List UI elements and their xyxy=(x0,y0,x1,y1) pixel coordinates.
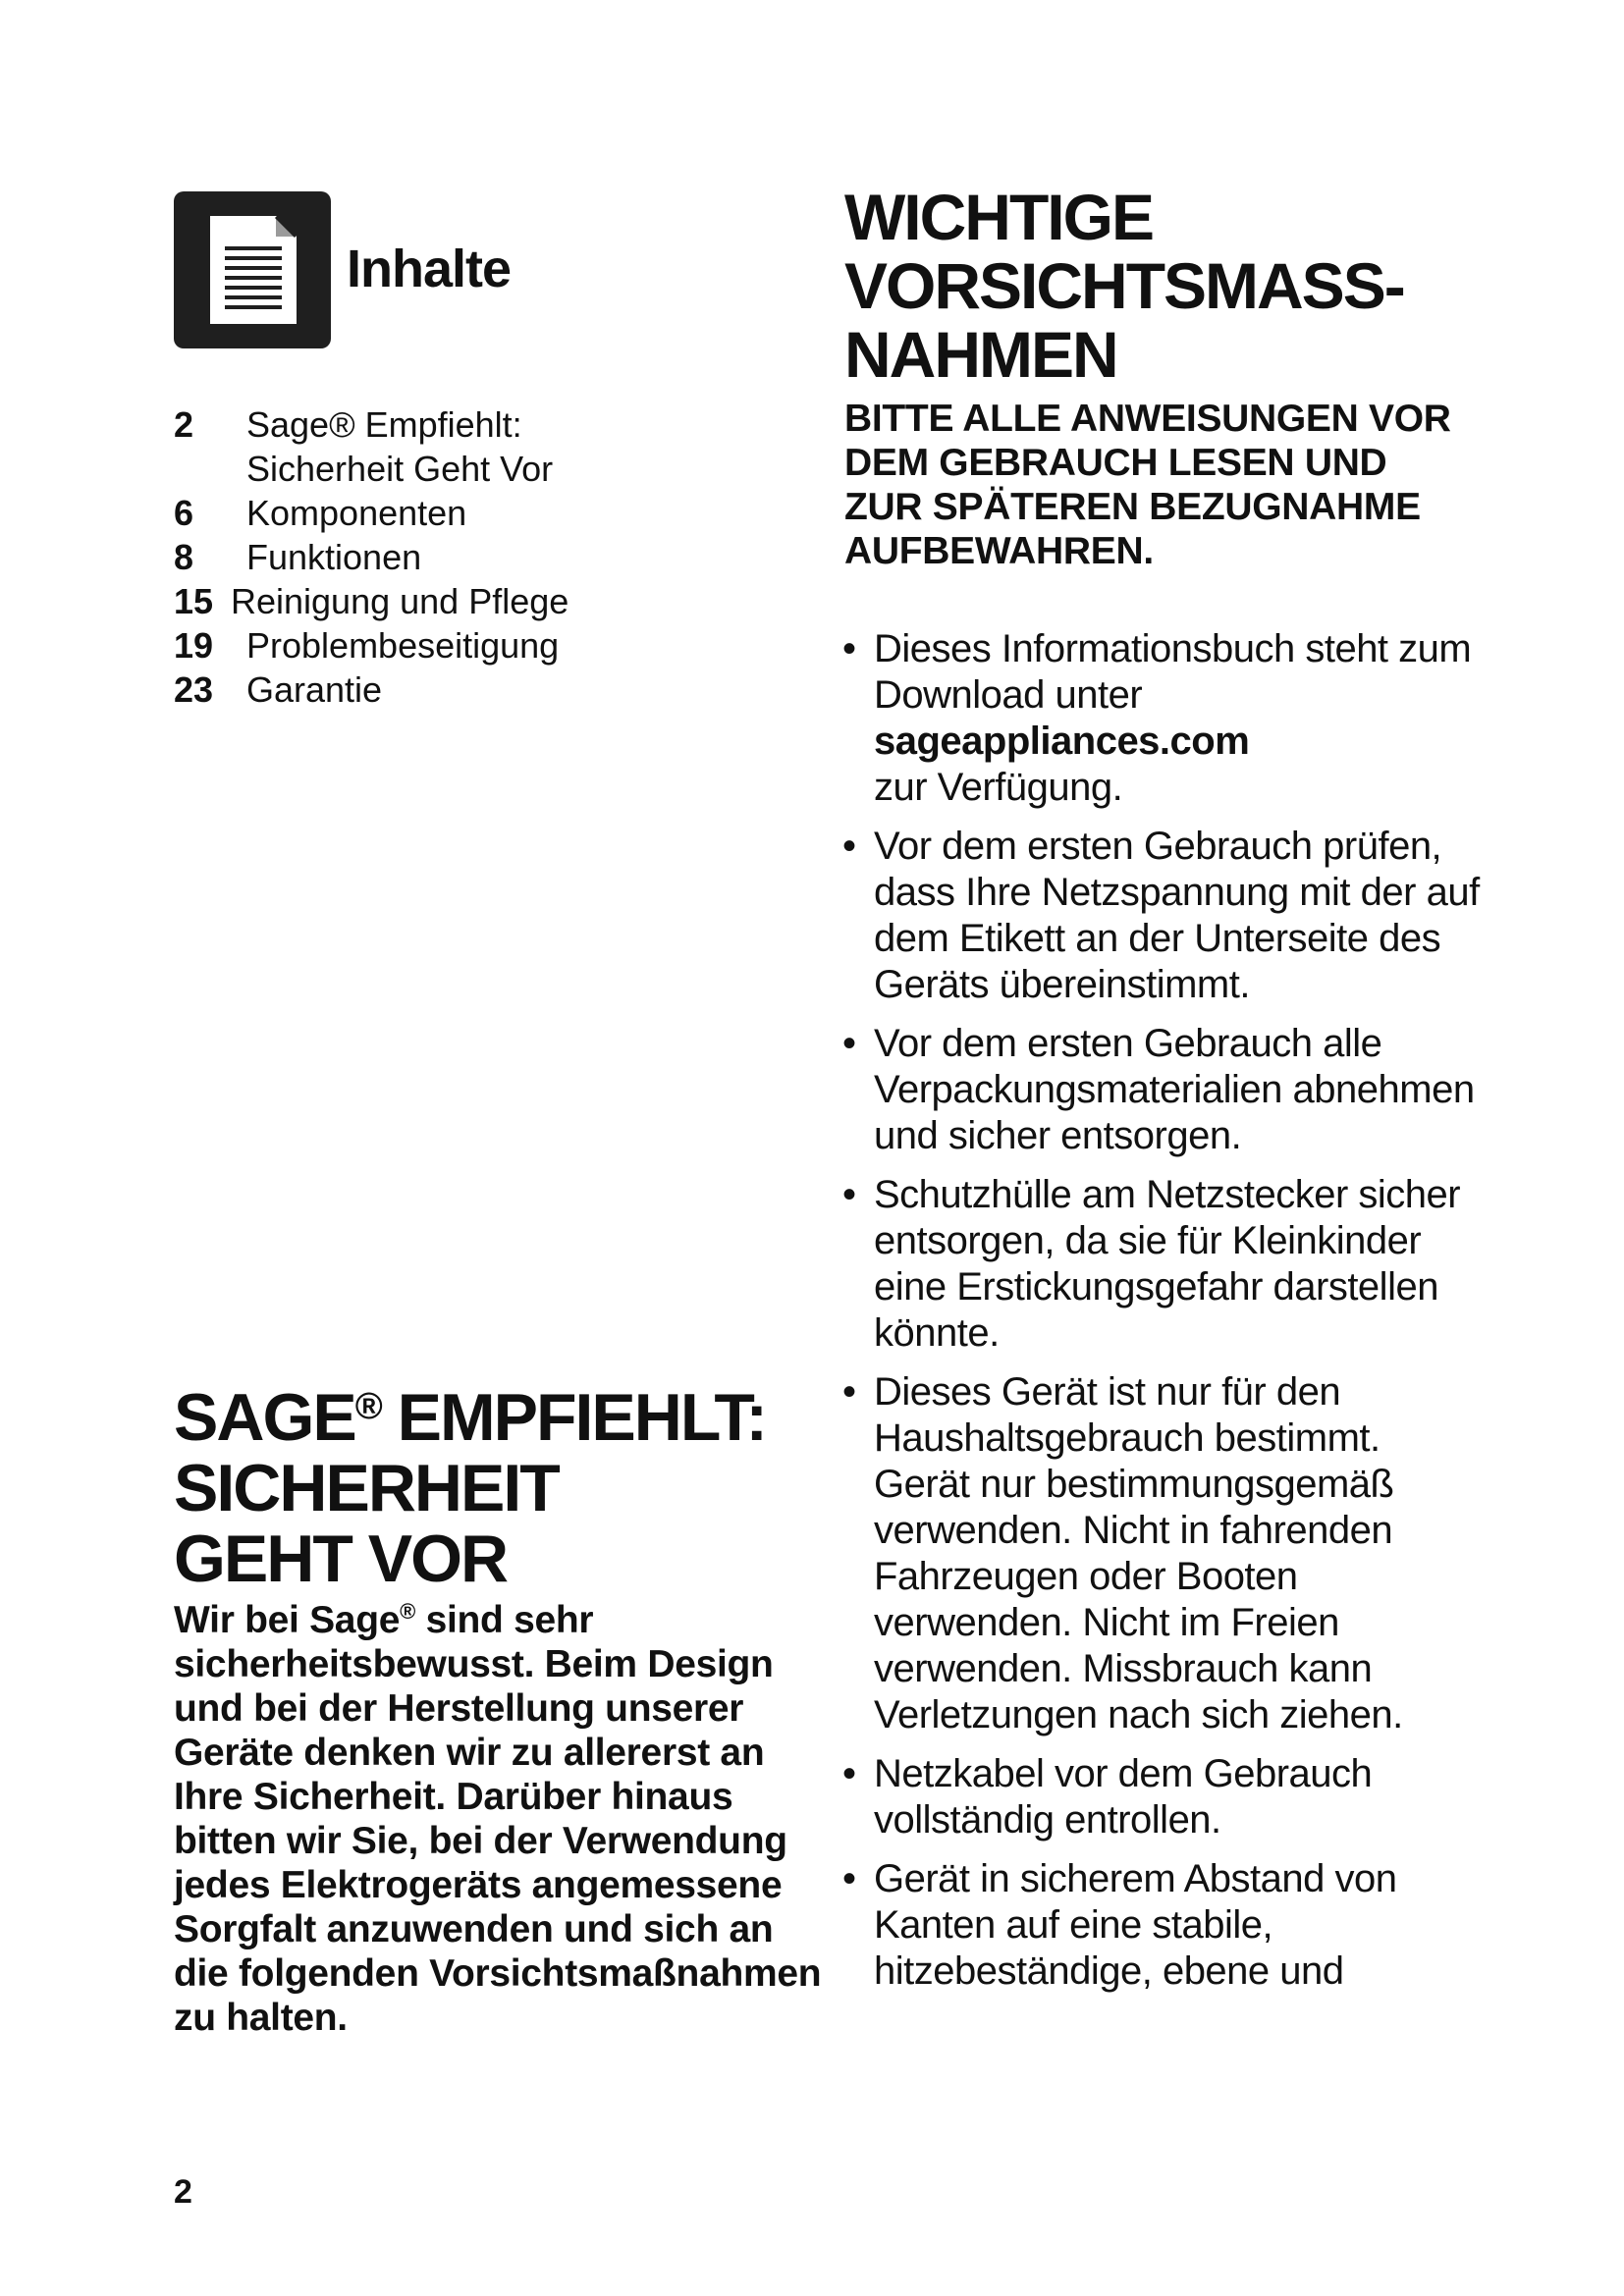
precautions-heading xyxy=(844,183,1532,389)
toc-item[interactable] xyxy=(174,623,724,667)
intro-text: sind sehr sicherheitsbewusst. Beim Design und bei der Herstellung unserer Geräte denken wir zu allererst an Ihre Sicherheit. Darüber hinaus bitten wir Sie, bei der Verwendung jedes Elektrogeräts angemessene Sorgfalt anzuwenden und sich an die folgenden Vorsichtsmaßnahmen zu halten. xyxy=(174,1599,822,2039)
list-item-text: Dieses Informationsbuch steht zum Download unter xyxy=(874,627,1472,717)
list-item xyxy=(842,1172,1481,1357)
list-item xyxy=(842,1369,1481,1738)
bullet-icon: • xyxy=(842,1022,856,1065)
bullet-icon: • xyxy=(842,1857,856,1900)
intro-text: Wir bei Sage xyxy=(174,1599,401,1641)
intro-paragraph xyxy=(174,1598,822,2040)
toc-item[interactable] xyxy=(174,667,724,712)
bullet-icon: • xyxy=(842,1370,856,1414)
heading-text: WICHTIGE xyxy=(844,181,1153,253)
toc-label: Funktionen xyxy=(246,537,422,577)
toc-label: Reinigung und Pflege xyxy=(231,581,569,621)
list-item xyxy=(842,626,1481,811)
list-item-text: Vor dem ersten Gebrauch alle Verpackungsmaterialien abnehmen und sicher entsorgen. xyxy=(874,1022,1475,1157)
instructions-subheading: BITTE ALLE ANWEISUNGEN VOR DEM GEBRAUCH LESEN UND ZUR SPÄTEREN BEZUGNAHME AUFBEWAHREN. xyxy=(844,398,1451,572)
toc-item[interactable] xyxy=(174,579,724,623)
heading-text: NAHMEN xyxy=(844,318,1117,391)
heading-text: GEHT VOR xyxy=(174,1522,508,1596)
toc-page-number: 2 xyxy=(174,404,194,445)
toc-label: Problembeseitigung xyxy=(246,625,560,666)
document-icon xyxy=(174,191,331,348)
heading-text: SAGE xyxy=(174,1380,355,1455)
toc-label: Komponenten xyxy=(246,493,467,533)
list-item xyxy=(842,1021,1481,1159)
toc-page-number: 23 xyxy=(174,669,214,710)
toc-title: Inhalte xyxy=(347,240,512,298)
table-of-contents xyxy=(174,402,724,712)
toc-page-number: 19 xyxy=(174,625,214,666)
bullet-icon: • xyxy=(842,825,856,868)
toc-page-number: 6 xyxy=(174,493,194,533)
toc-label-line: Sicherheit Geht Vor xyxy=(246,449,554,489)
page-number: 2 xyxy=(174,2173,192,2211)
list-item-text: Dieses Gerät ist nur für den Haushaltsgebrauch bestimmt. Gerät nur bestimmungsgemäß verwenden. Nicht in fahrenden Fahrzeugen oder Booten verwenden. Nicht im Freien verwenden. Missbrauch kann Verletzungen nach sich ziehen. xyxy=(874,1370,1403,1736)
list-item xyxy=(842,1751,1481,1843)
toc-label: Garantie xyxy=(246,669,383,710)
list-item-text: Netzkabel vor dem Gebrauch vollständig entrollen. xyxy=(874,1752,1373,1842)
registered-mark: ® xyxy=(354,1386,381,1427)
list-item xyxy=(842,824,1481,1008)
heading-text: EMPFIEHLT: xyxy=(380,1380,766,1455)
bullet-icon: • xyxy=(842,1752,856,1795)
toc-page-number: 8 xyxy=(174,537,194,577)
list-item-text: Schutzhülle am Netzstecker sicher entsorgen, da sie für Kleinkinder eine Erstickungsgefahr darstellen könnte. xyxy=(874,1173,1461,1355)
toc-page-number: 15 xyxy=(174,581,214,621)
registered-mark: ® xyxy=(400,1599,416,1624)
toc-item[interactable] xyxy=(174,491,724,535)
toc-label-line: Sage® Empfiehlt: xyxy=(246,404,522,445)
bullet-icon: • xyxy=(842,1173,856,1216)
list-item-text: Vor dem ersten Gebrauch prüfen, dass Ihre Netzspannung mit der auf dem Etikett an der Unterseite des Geräts übereinstimmt. xyxy=(874,825,1480,1006)
toc-item[interactable] xyxy=(174,402,724,491)
heading-text: VORSICHTSMASS- xyxy=(844,249,1404,322)
heading-text: SICHERHEIT xyxy=(174,1451,559,1525)
list-item-text: zur Verfügung. xyxy=(874,766,1123,809)
toc-item[interactable] xyxy=(174,535,724,579)
list-item-text: Gerät in sicherem Abstand von Kanten auf eine stabile, hitzebeständige, ebene und xyxy=(874,1857,1397,1993)
precautions-list xyxy=(842,626,1481,2007)
list-item xyxy=(842,1856,1481,1995)
sage-safety-heading xyxy=(174,1382,841,1594)
toc-label xyxy=(246,402,698,491)
website-link[interactable]: sageappliances.com xyxy=(874,720,1250,763)
bullet-icon: • xyxy=(842,627,856,670)
